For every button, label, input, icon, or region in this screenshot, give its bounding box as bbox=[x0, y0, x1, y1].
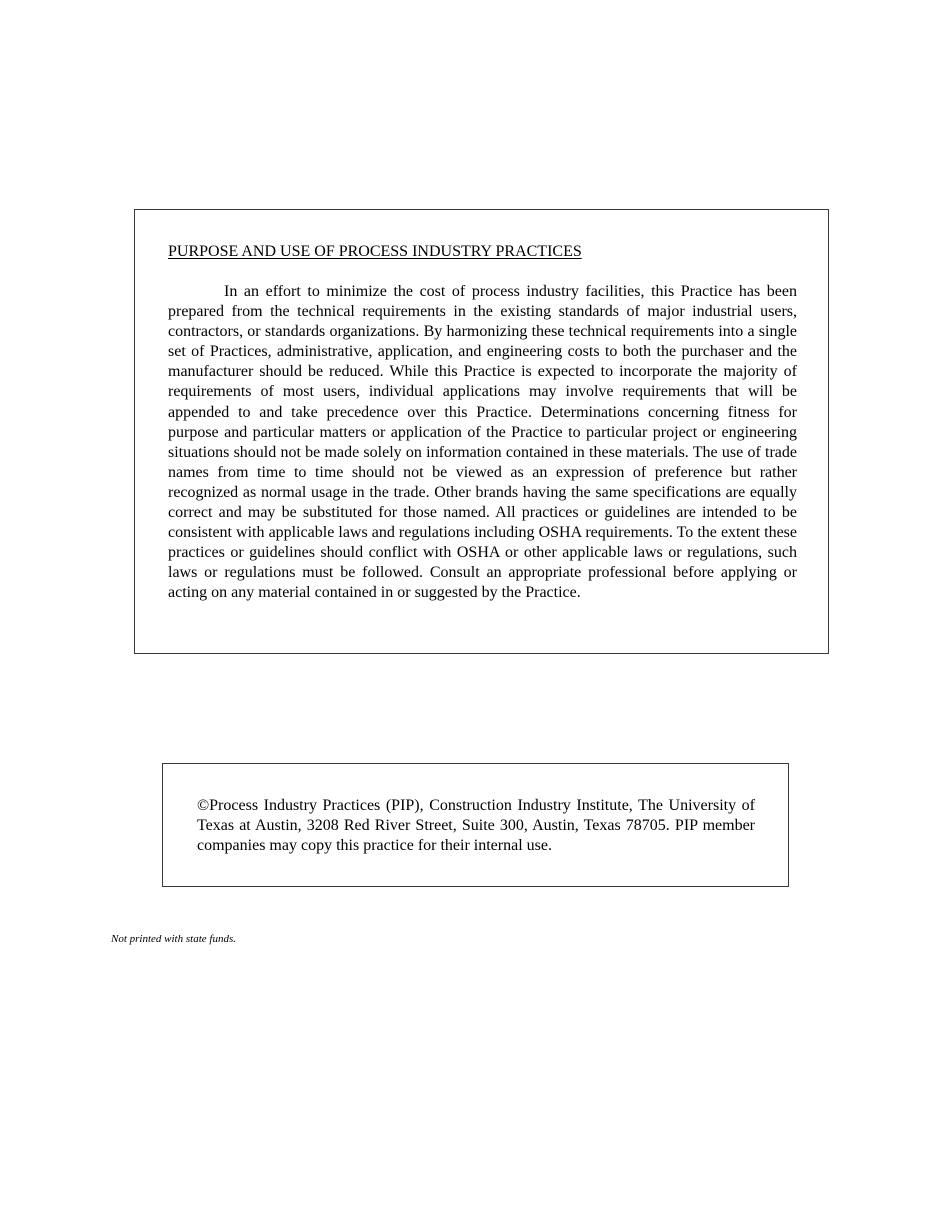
purpose-notice-box bbox=[134, 209, 829, 654]
copyright-notice-box bbox=[162, 763, 789, 887]
purpose-body-text: In an effort to minimize the cost of process industry facilities, this Practice has been prepared from the technical requirements in the existing standards of major industrial users, contractors, or standards organizations. By harmonizing these technical requirements into a single set of Practices, administrative, application, and engineering costs to both the purchaser and the manufacturer should be reduced. While this Practice is expected to incorporate the majority of requirements of most users, individual applications may involve requirements that will be appended to and take precedence over this Practice. Determinations concerning fitness for purpose and particular matters or application of the Practice to particular project or engineering situations should not be made solely on information contained in these materials. The use of trade names from time to time should not be viewed as an expression of preference but rather recognized as normal usage in the trade. Other brands having the same specifications are equally correct and may be substituted for those named. All practices or guidelines are intended to be consistent with applicable laws and regulations including OSHA requirements. To the extent these practices or guidelines should conflict with OSHA or other applicable laws or regulations, such laws or regulations must be followed. Consult an appropriate professional before applying or acting on any material contained in or suggested by the Practice. bbox=[168, 283, 797, 602]
footer-note: Not printed with state funds. bbox=[111, 933, 236, 945]
copyright-text: ©Process Industry Practices (PIP), Construction Industry Institute, The University of Texas at Austin, 3208 Red River Street, Suite 300, Austin, Texas 78705. PIP member companies may copy this practice for their internal use. bbox=[197, 797, 755, 855]
purpose-heading: PURPOSE AND USE OF PROCESS INDUSTRY PRACTICES bbox=[168, 243, 582, 260]
